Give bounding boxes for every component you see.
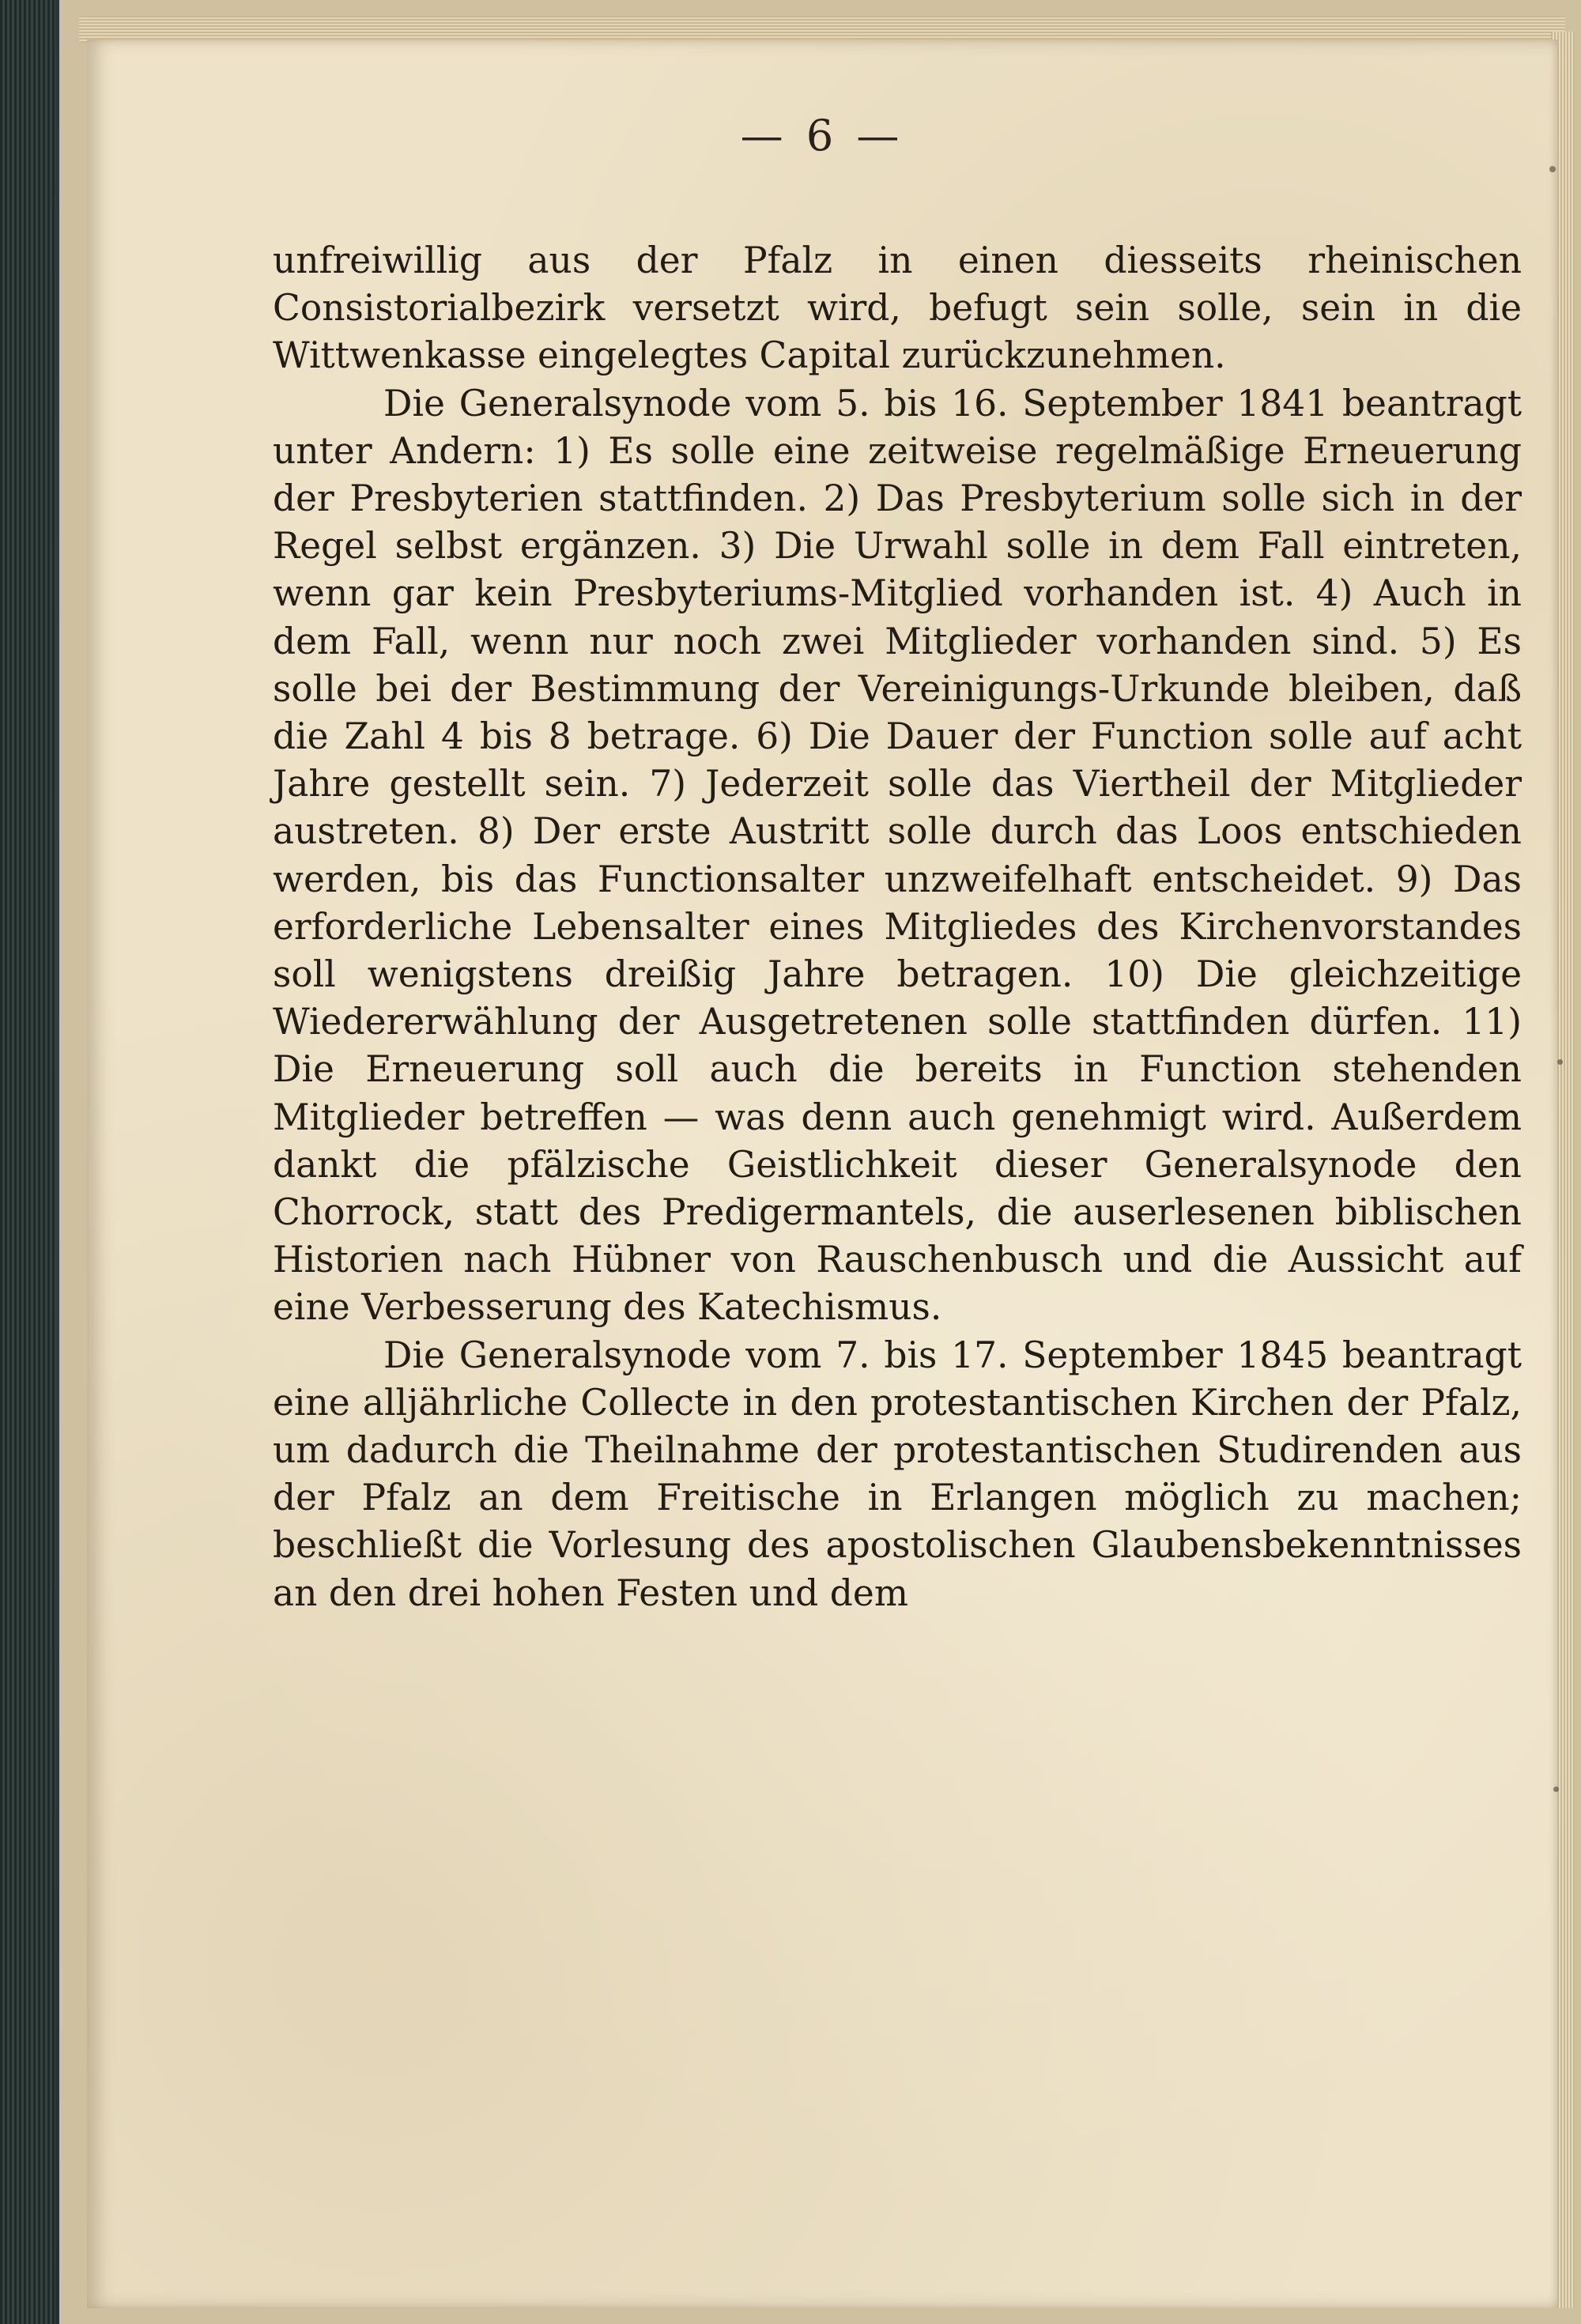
ink-spot bbox=[1553, 1786, 1559, 1792]
paragraph-1: unfreiwillig aus der Pfalz in einen diesseits rheinischen Consistorialbezirk versetzt wird, befugt sein solle, sein in die Wittwenkasse eingelegtes Capital zurückzunehmen. bbox=[273, 240, 1522, 377]
ink-spot bbox=[1557, 1059, 1563, 1065]
page-number: — 6 — bbox=[740, 111, 904, 160]
paragraph-3: Die Generalsynode vom 7. bis 17. September 1845 beantragt eine alljährliche Collecte in den protestantischen Kirchen der Pfalz, um dadurch die Theilnahme der protestantischen Studirenden aus der Pfalz an dem Freitische in Erlangen möglich zu machen; beschließt die Vorlesung des apostolischen Glaubensbekenntnisses an den drei hohen Festen und dem bbox=[273, 1334, 1522, 1614]
book-binding bbox=[0, 0, 55, 2324]
page-edge-top bbox=[79, 16, 1565, 43]
paragraph-2: Die Generalsynode vom 5. bis 16. September 1841 beantragt unter Andern: 1) Es solle eine zeitweise regelmäßige Erneuerung der Presbyterien stattfinden. 2) Das Presbyterium solle sich in der Regel selbst ergänzen. 3) Die Urwahl solle in dem Fall eintreten, wenn gar kein Presbyteriums-Mitglied vorhanden ist. 4) Auch in dem Fall, wenn nur noch zwei Mitglieder vorhanden sind. 5) Es solle bei der Bestimmung der Vereinigungs-Urkunde bleiben, daß die Zahl 4 bis 8 betrage. 6) Die Dauer der Function solle auf acht Jahre gestellt sein. 7) Jederzeit solle das Viertheil der Mitglieder austreten. 8) Der erste Austritt solle durch das Loos entschieden werden, bis das Functionsalter unzweifelhaft entscheidet. 9) Das erforderliche Lebensalter eines Mitgliedes des Kirchenvorstandes soll wenigstens dreißig Jahre betragen. 10) Die gleichzeitige Wiedererwählung der Ausgetretenen solle stattfinden dürfen. 11) Die Erneuerung soll auch die bereits in Function stehenden Mitglieder betreffen — was denn auch genehmigt wird. Außerdem dankt die pfälzische Geistlichkeit dieser Generalsynode den Chorrock, statt des Predigermantels, die auserlesenen biblischen Historien nach Hübner von Rauschenbusch und die Aussicht auf eine Verbesserung des Katechismus. bbox=[273, 382, 1522, 1329]
body-text bbox=[273, 237, 1522, 1617]
book-page bbox=[87, 40, 1557, 2308]
ink-spot bbox=[1549, 166, 1556, 172]
